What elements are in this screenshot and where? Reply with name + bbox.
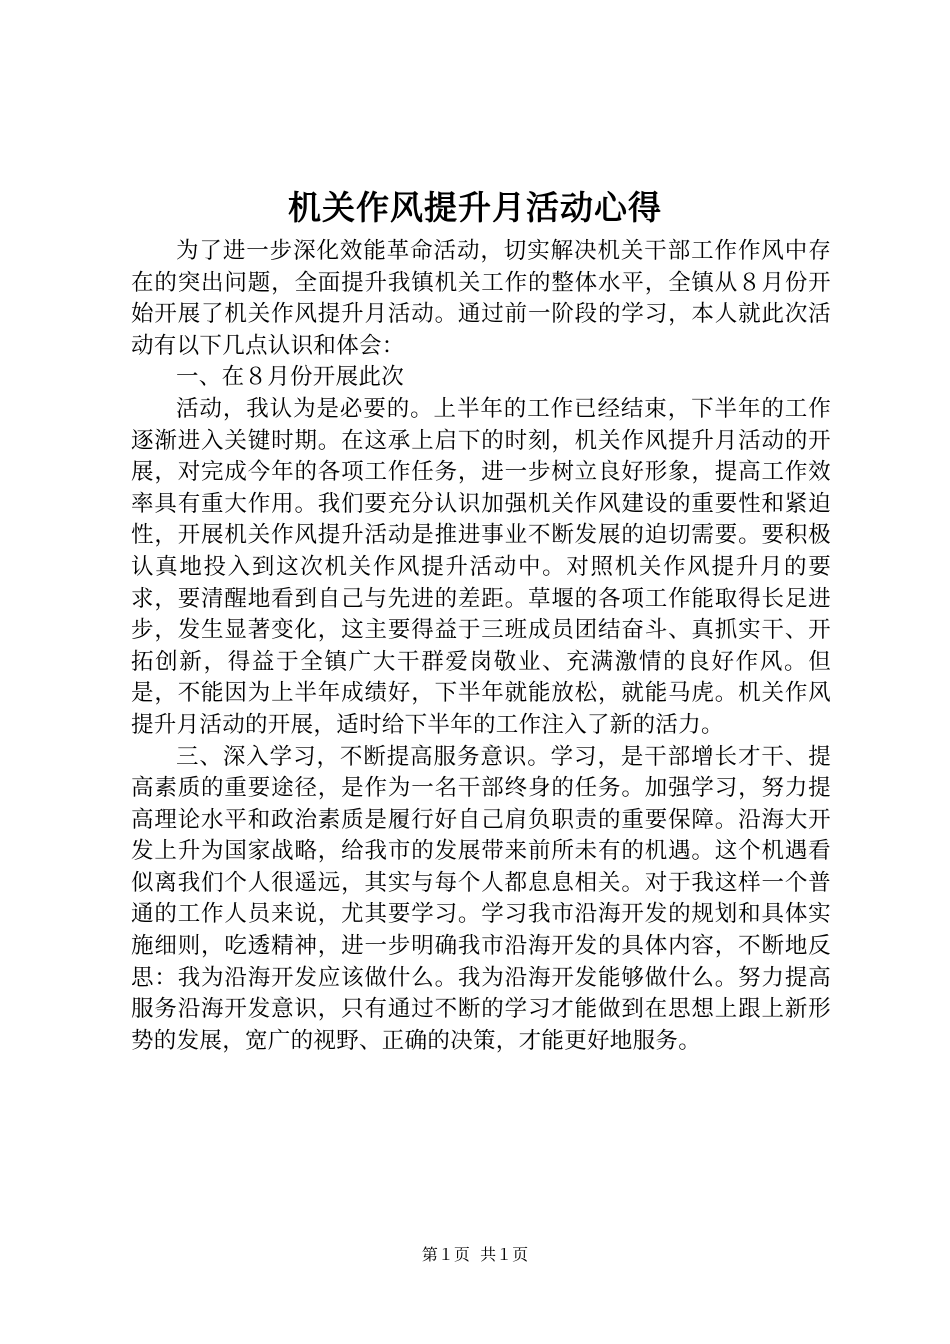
paragraph-section-three: 三、深入学习，不断提高服务意识。学习，是干部增长才干、提高素质的重要途径，是作为一名干部终身的任务。加强学习，努力提高理论水平和政治素质是履行好自己肩负职责的重要保障。沿海大开发上升为国家战略，给我市的发展带来前所未有的机遇。这个机遇看似离我们个人很遥远，其实与每个人都息息相关。对于我这样一个普通的工作人员来说，尤其要学习。学习我市沿海开发的规划和具体实施细则，吃透精神，进一步明确我市沿海开发的具体内容，不断地反思：我为沿海开发应该做什么。我为沿海开发能够做什么。努力提高服务沿海开发意识，只有通过不断的学习才能做到在思想上跟上新形势的发展，宽广的视野、正确的决策，才能更好地服务。: [131, 743, 831, 1054]
paragraph-section-one-heading: 一、在８月份开展此次: [176, 364, 405, 391]
paragraph-intro: 为了进一步深化效能革命活动，切实解决机关干部工作作风中存在的突出问题，全面提升我镇机关工作的整体水平，全镇从８月份开始开展了机关作风提升月活动。通过前一阶段的学习，本人就此次活动有以下几点认识和体会：: [131, 238, 831, 359]
paragraph-section-one-body: 活动，我认为是必要的。上半年的工作已经结束，下半年的工作逐渐进入关键时期。在这承上启下的时刻，机关作风提升月活动的开展，对完成今年的各项工作任务，进一步树立良好形象，提高工作效率具有重大作用。我们要充分认识加强机关作风建设的重要性和紧迫性，开展机关作风提升活动是推进事业不断发展的迫切需要。要积极认真地投入到这次机关作风提升活动中。对照机关作风提升月的要求，要清醒地看到自己与先进的差距。草堰的各项工作能取得长足进步，发生显著变化，这主要得益于三班成员团结奋斗、真抓实干、开拓创新，得益于全镇广大干群爱岗敬业、充满激情的良好作风。但是，不能因为上半年成绩好，下半年就能放松，就能马虎。机关作风提升月活动的开展，适时给下半年的工作注入了新的活力。: [131, 395, 831, 738]
page-number-label: 第１页 共１页: [421, 1245, 529, 1264]
document-title: 机关作风提升月活动心得: [288, 188, 662, 227]
page-footer: [0, 1244, 950, 1266]
document-body: [131, 236, 831, 1057]
